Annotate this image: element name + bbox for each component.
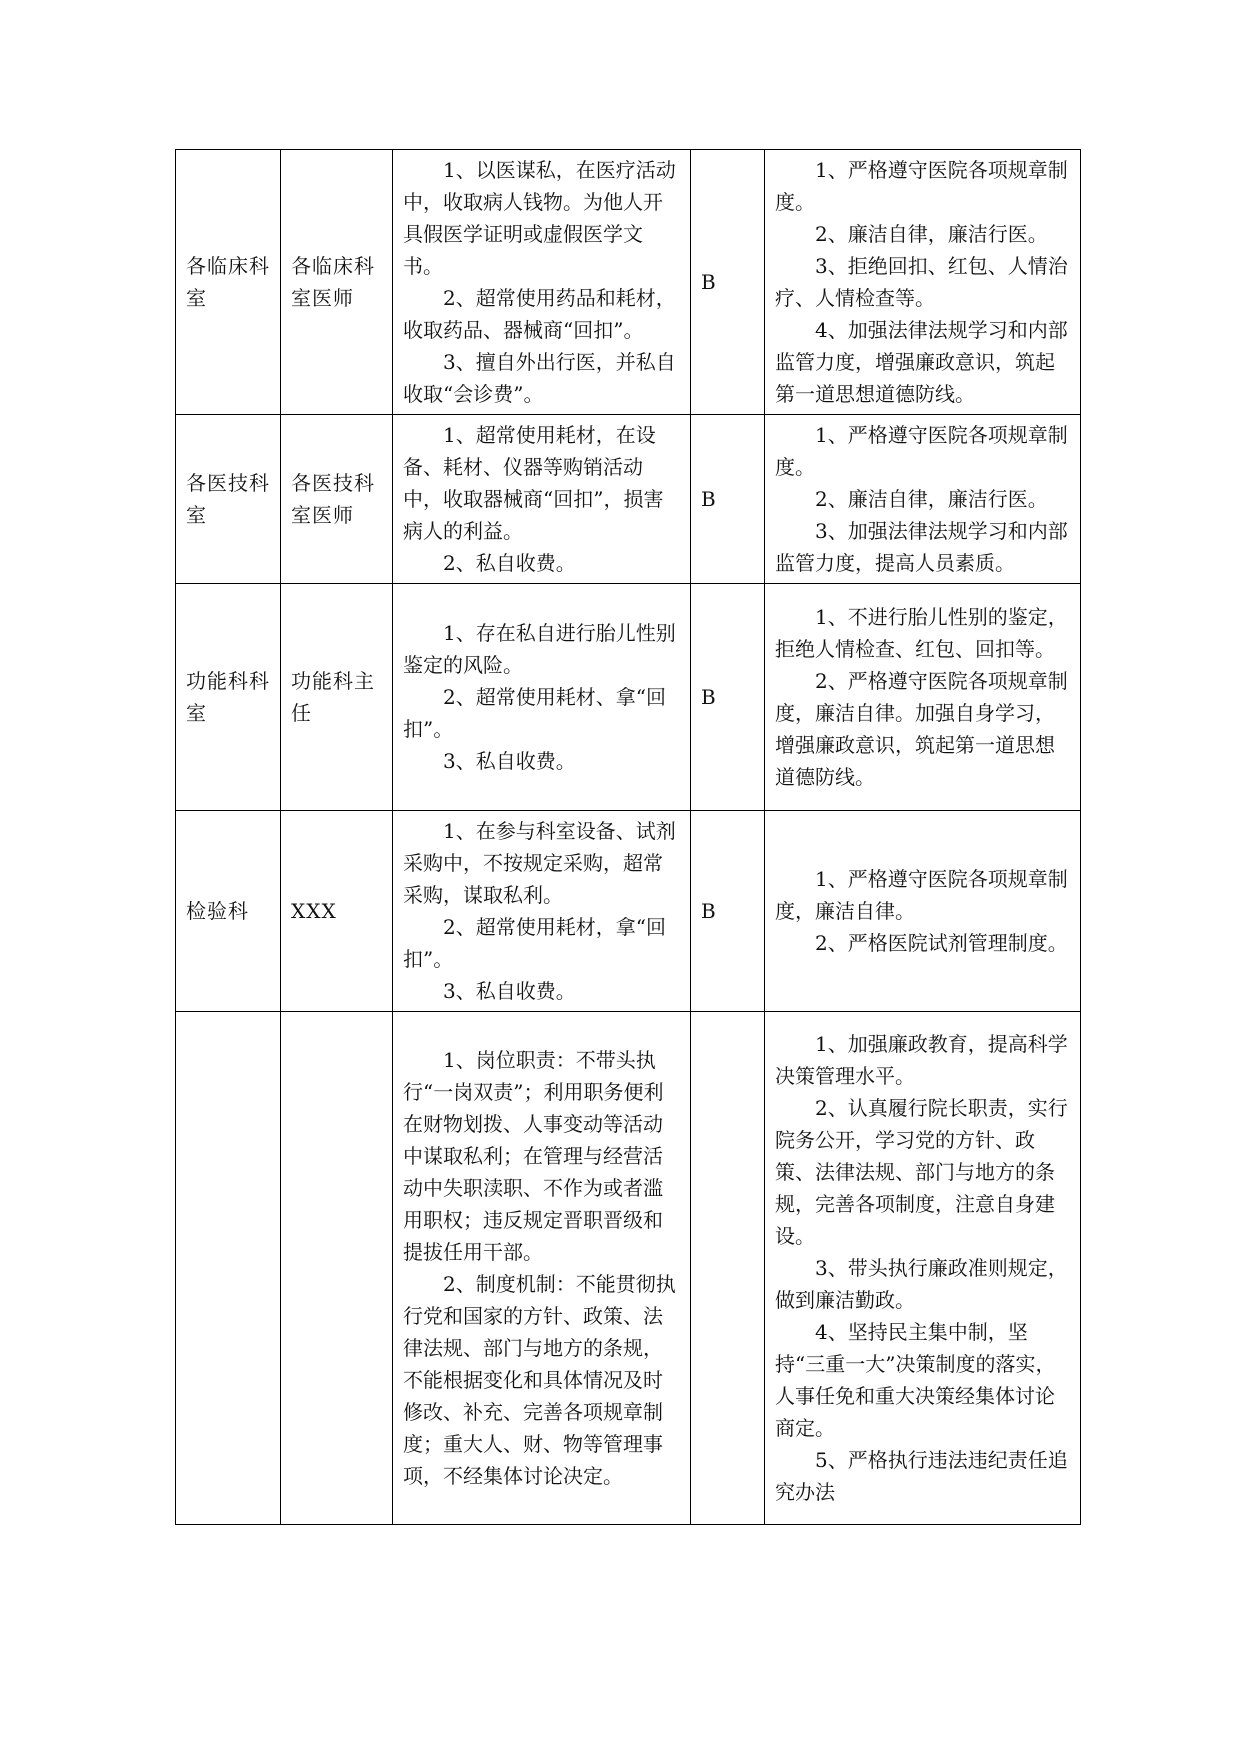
measure-cell <box>765 811 1081 1012</box>
risk-item: 1、在参与科室设备、试剂采购中，不按规定采购，超常采购，谋取私利。 <box>403 819 676 907</box>
risk-level-cell: B <box>691 415 765 584</box>
measure-item: 1、严格遵守医院各项规章制度，廉洁自律。 <box>775 867 1068 923</box>
risk-item: 2、超常使用药品和耗材，收取药品、器械商“回扣”。 <box>403 286 676 342</box>
measure-cell <box>765 584 1081 811</box>
measure-item: 1、加强廉政教育，提高科学决策管理水平。 <box>775 1032 1068 1088</box>
risk-item: 1、岗位职责：不带头执行“一岗双责”；利用职务便利在财物划拨、人事变动等活动中谋取私利；在管理与经营活动中失职渎职、不作为或者滥用职权；违反规定晋职晋级和提拔任用干部。 <box>403 1048 664 1264</box>
post-cell <box>281 1012 393 1525</box>
risk-level-cell: B <box>691 150 765 415</box>
post-cell: 各医技科室医师 <box>281 415 393 584</box>
risk-item: 3、私自收费。 <box>443 979 576 1003</box>
measure-item: 4、加强法律法规学习和内部监管力度，增强廉政意识，筑起第一道思想道德防线。 <box>775 318 1068 406</box>
risk-cell <box>393 584 691 811</box>
table-row <box>176 1012 1081 1525</box>
table-row <box>176 584 1081 811</box>
measure-item: 3、带头执行廉政准则规定，做到廉洁勤政。 <box>775 1256 1068 1312</box>
measure-item: 2、廉洁自律，廉洁行医。 <box>815 222 1048 246</box>
post-cell: 功能科主任 <box>281 584 393 811</box>
measure-item: 2、认真履行院长职责，实行院务公开，学习党的方针、政策、法律法规、部门与地方的条规，完善各项制度，注意自身建设。 <box>775 1096 1068 1248</box>
risk-cell <box>393 1012 691 1525</box>
risk-item: 1、存在私自进行胎儿性别鉴定的风险。 <box>403 621 676 677</box>
risk-item: 2、超常使用耗材，拿“回扣”。 <box>403 915 666 971</box>
table-row <box>176 811 1081 1012</box>
risk-item: 2、私自收费。 <box>443 551 576 575</box>
measure-item: 2、严格遵守医院各项规章制度，廉洁自律。加强自身学习，增强廉政意识，筑起第一道思想道德防线。 <box>775 669 1068 789</box>
measure-item: 1、严格遵守医院各项规章制度。 <box>775 158 1068 214</box>
risk-level-cell: B <box>691 811 765 1012</box>
measure-item: 5、严格执行违法违纪责任追究办法 <box>775 1448 1068 1504</box>
post-cell: XXX <box>281 811 393 1012</box>
risk-item: 1、超常使用耗材，在设备、耗材、仪器等购销活动中，收取器械商“回扣”，损害病人的利益。 <box>403 423 664 543</box>
risk-table <box>175 149 1081 1525</box>
table-row <box>176 415 1081 584</box>
department-cell <box>176 1012 281 1525</box>
measure-cell <box>765 150 1081 415</box>
risk-cell <box>393 150 691 415</box>
department-cell: 功能科科室 <box>176 584 281 811</box>
department-cell: 各临床科室 <box>176 150 281 415</box>
risk-item: 3、私自收费。 <box>443 749 576 773</box>
department-cell: 检验科 <box>176 811 281 1012</box>
measure-item: 2、廉洁自律，廉洁行医。 <box>815 487 1048 511</box>
risk-level-cell: B <box>691 584 765 811</box>
risk-item: 3、擅自外出行医，并私自收取“会诊费”。 <box>403 350 676 406</box>
post-cell: 各临床科室医师 <box>281 150 393 415</box>
measure-item: 2、严格医院试剂管理制度。 <box>815 931 1068 955</box>
measure-item: 3、拒绝回扣、红包、人情治疗、人情检查等。 <box>775 254 1068 310</box>
measure-item: 1、不进行胎儿性别的鉴定，拒绝人情检查、红包、回扣等。 <box>775 605 1068 661</box>
table-row <box>176 150 1081 415</box>
risk-item: 2、制度机制：不能贯彻执行党和国家的方针、政策、法律法规、部门与地方的条规，不能根据变化和具体情况及时修改、补充、完善各项规章制度；重大人、财、物等管理事项，不经集体讨论决定。 <box>403 1272 676 1488</box>
measure-cell <box>765 1012 1081 1525</box>
risk-level-cell <box>691 1012 765 1525</box>
risk-item: 1、以医谋私，在医疗活动中，收取病人钱物。为他人开具假医学证明或虚假医学文书。 <box>403 158 676 278</box>
measure-cell <box>765 415 1081 584</box>
risk-cell <box>393 811 691 1012</box>
measure-item: 1、严格遵守医院各项规章制度。 <box>775 423 1068 479</box>
department-cell: 各医技科室 <box>176 415 281 584</box>
measure-item: 4、坚持民主集中制，坚持“三重一大”决策制度的落实，人事任免和重大决策经集体讨论商定。 <box>775 1320 1056 1440</box>
risk-cell <box>393 415 691 584</box>
risk-item: 2、超常使用耗材、拿“回扣”。 <box>403 685 666 741</box>
measure-item: 3、加强法律法规学习和内部监管力度，提高人员素质。 <box>775 519 1068 575</box>
